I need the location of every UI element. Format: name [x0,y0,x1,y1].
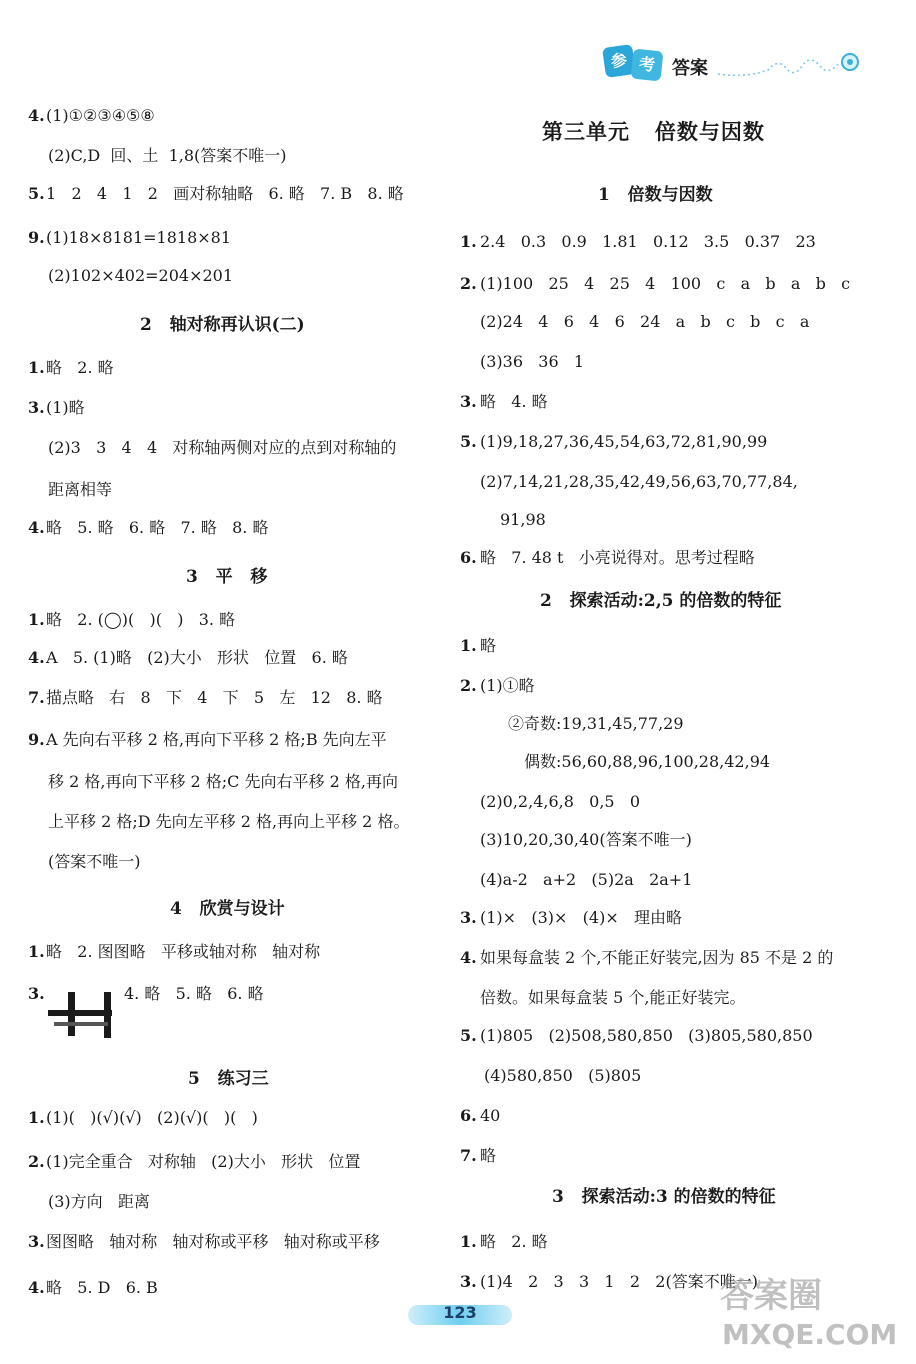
answer-text: 略 5. 略 6. 略 7. 略 8. 略 [46,518,269,537]
badge-label: 答案 [672,58,708,79]
unit-title: 第三单元 倍数与因数 [542,119,765,144]
question-number: 5. [460,432,477,451]
answer-text: 偶数:56,60,88,96,100,28,42,94 [524,752,771,771]
section-heading: 2 轴对称再认识(二) [140,315,305,335]
answer-text: 2.4 0.3 0.9 1.81 0.12 3.5 0.37 23 [480,232,816,251]
answer-header-badge [604,44,864,84]
answer-text: A 先向右平移 2 格,再向下平移 2 格;B 先向左平 [46,730,387,749]
question-number: 1. [28,610,45,629]
answer-text: 1 2 4 1 2 画对称轴略 6. 略 7. B 8. 略 [46,184,404,203]
question-number: 5. [460,1026,477,1045]
question-number: 4. [28,1278,45,1297]
question-number: 4. [28,518,45,537]
answer-text: A 5. (1)略 (2)大小 形状 位置 6. 略 [46,648,348,667]
answer-text: 略 [480,636,497,655]
answer-text: 略 2. 略 [480,1232,548,1251]
question-number: 6. [460,548,477,567]
answer-text: (2)0,2,4,6,8 0,5 0 [480,792,641,811]
answer-text: 距离相等 [48,480,113,499]
answer-text: (1)4 2 3 3 1 2 2(答案不唯一) [480,1272,758,1291]
badge-bubble-kao: 考 [631,49,664,82]
answer-text: (1)18×8181=1818×81 [46,228,232,247]
answer-text: 略 5. D 6. B [46,1278,158,1297]
question-number: 3. [460,392,477,411]
answer-text: (1)完全重合 对称轴 (2)大小 形状 位置 [46,1152,361,1171]
section-heading: 3 平 移 [186,567,268,587]
answer-text: 4. 略 5. 略 6. 略 [124,984,264,1003]
answer-text: (4)580,850 (5)805 [484,1066,642,1085]
t-shape-figure [46,990,120,1040]
question-number: 5. [28,184,45,203]
answer-text: (4)a-2 a+2 (5)2a 2a+1 [480,870,693,889]
answer-text: 略 2. 图图略 平移或轴对称 轴对称 [46,942,321,961]
answer-text: (答案不唯一) [48,852,141,871]
question-number: 3. [460,1272,477,1291]
answer-text: (2)C,D 回、土 1,8(答案不唯一) [48,146,287,165]
question-number: 4. [28,106,45,125]
section-heading: 1 倍数与因数 [598,185,713,205]
answer-text: (1)× (3)× (4)× 理由略 [480,908,682,927]
answer-text: (2)7,14,21,28,35,42,49,56,63,70,77,84, [480,472,798,491]
question-number: 7. [28,688,45,707]
page-number-text: 123 [443,1303,477,1322]
answer-text: 移 2 格,再向下平移 2 格;C 先向右平移 2 格,再向 [48,772,398,791]
question-number: 1. [28,1108,45,1127]
question-number: 4. [28,648,45,667]
section-heading: 5 练习三 [188,1069,269,1089]
answer-text: (1)100 25 4 25 4 100 c a b a b c [480,274,851,293]
answer-text: (3)方向 距离 [48,1192,150,1211]
watermark-logo: 答案圈 [720,1276,822,1316]
answer-text: (1)( )(√)(√) (2)(√)( )( ) [46,1108,258,1127]
question-number: 6. [460,1106,477,1125]
answer-text: (1)805 (2)508,580,850 (3)805,580,850 [480,1026,813,1045]
section-heading: 4 欣赏与设计 [170,899,285,919]
answer-text: 如果每盒装 2 个,不能正好装完,因为 85 不是 2 的 [480,948,834,967]
answer-text: 略 4. 略 [480,392,548,411]
question-number: 3. [28,1232,45,1251]
answer-text: (1)①②③④⑤⑧ [46,106,155,125]
question-number: 3. [460,908,477,927]
question-number: 3. [28,984,45,1003]
question-number: 2. [28,1152,45,1171]
answer-text: (1)略 [46,398,85,417]
answer-text: 略 [480,1146,497,1165]
question-number: 7. [460,1146,477,1165]
question-number: 2. [460,274,477,293]
question-number: 1. [460,1232,477,1251]
answer-text: (2)102×402=204×201 [48,266,234,285]
answer-text: 描点略 右 8 下 4 下 5 左 12 8. 略 [46,688,383,707]
answer-text: 图图略 轴对称 轴对称或平移 轴对称或平移 [46,1232,380,1251]
answer-text: (1)9,18,27,36,45,54,63,72,81,90,99 [480,432,768,451]
question-number: 4. [460,948,477,967]
question-number: 3. [28,398,45,417]
answer-text: 40 [480,1106,501,1125]
question-number: 9. [28,730,45,749]
question-number: 1. [28,358,45,377]
badge-bubble-can: 参 [602,44,636,78]
answer-text: 91,98 [500,510,546,529]
page-number [408,1302,512,1328]
answer-text: 略 2. (◯)( )( ) 3. 略 [46,610,236,629]
answer-text: (3)10,20,30,40(答案不唯一) [480,830,692,849]
question-number: 1. [460,636,477,655]
answer-text: (2)24 4 6 4 6 24 a b c b c a [480,312,810,331]
decorative-swirl-icon [716,48,864,80]
section-heading: 3 探索活动:3 的倍数的特征 [552,1187,776,1207]
section-heading: 2 探索活动:2,5 的倍数的特征 [540,591,782,611]
question-number: 2. [460,676,477,695]
answer-text: (3)36 36 1 [480,352,585,371]
answer-text: 略 7. 48 t 小亮说得对。思考过程略 [480,548,755,567]
answer-text: (1)①略 [480,676,535,695]
question-number: 1. [28,942,45,961]
question-number: 9. [28,228,45,247]
answer-text: 倍数。如果每盒装 5 个,能正好装完。 [480,988,746,1007]
answer-text: (2)3 3 4 4 对称轴两侧对应的点到对称轴的 [48,438,397,457]
answer-text: 上平移 2 格;D 先向左平移 2 格,再向上平移 2 格。 [48,812,410,831]
answer-text: ②奇数:19,31,45,77,29 [508,714,684,733]
answer-text: 略 2. 略 [46,358,114,377]
question-number: 1. [460,232,477,251]
watermark-url: MXQE.COM [722,1318,898,1351]
